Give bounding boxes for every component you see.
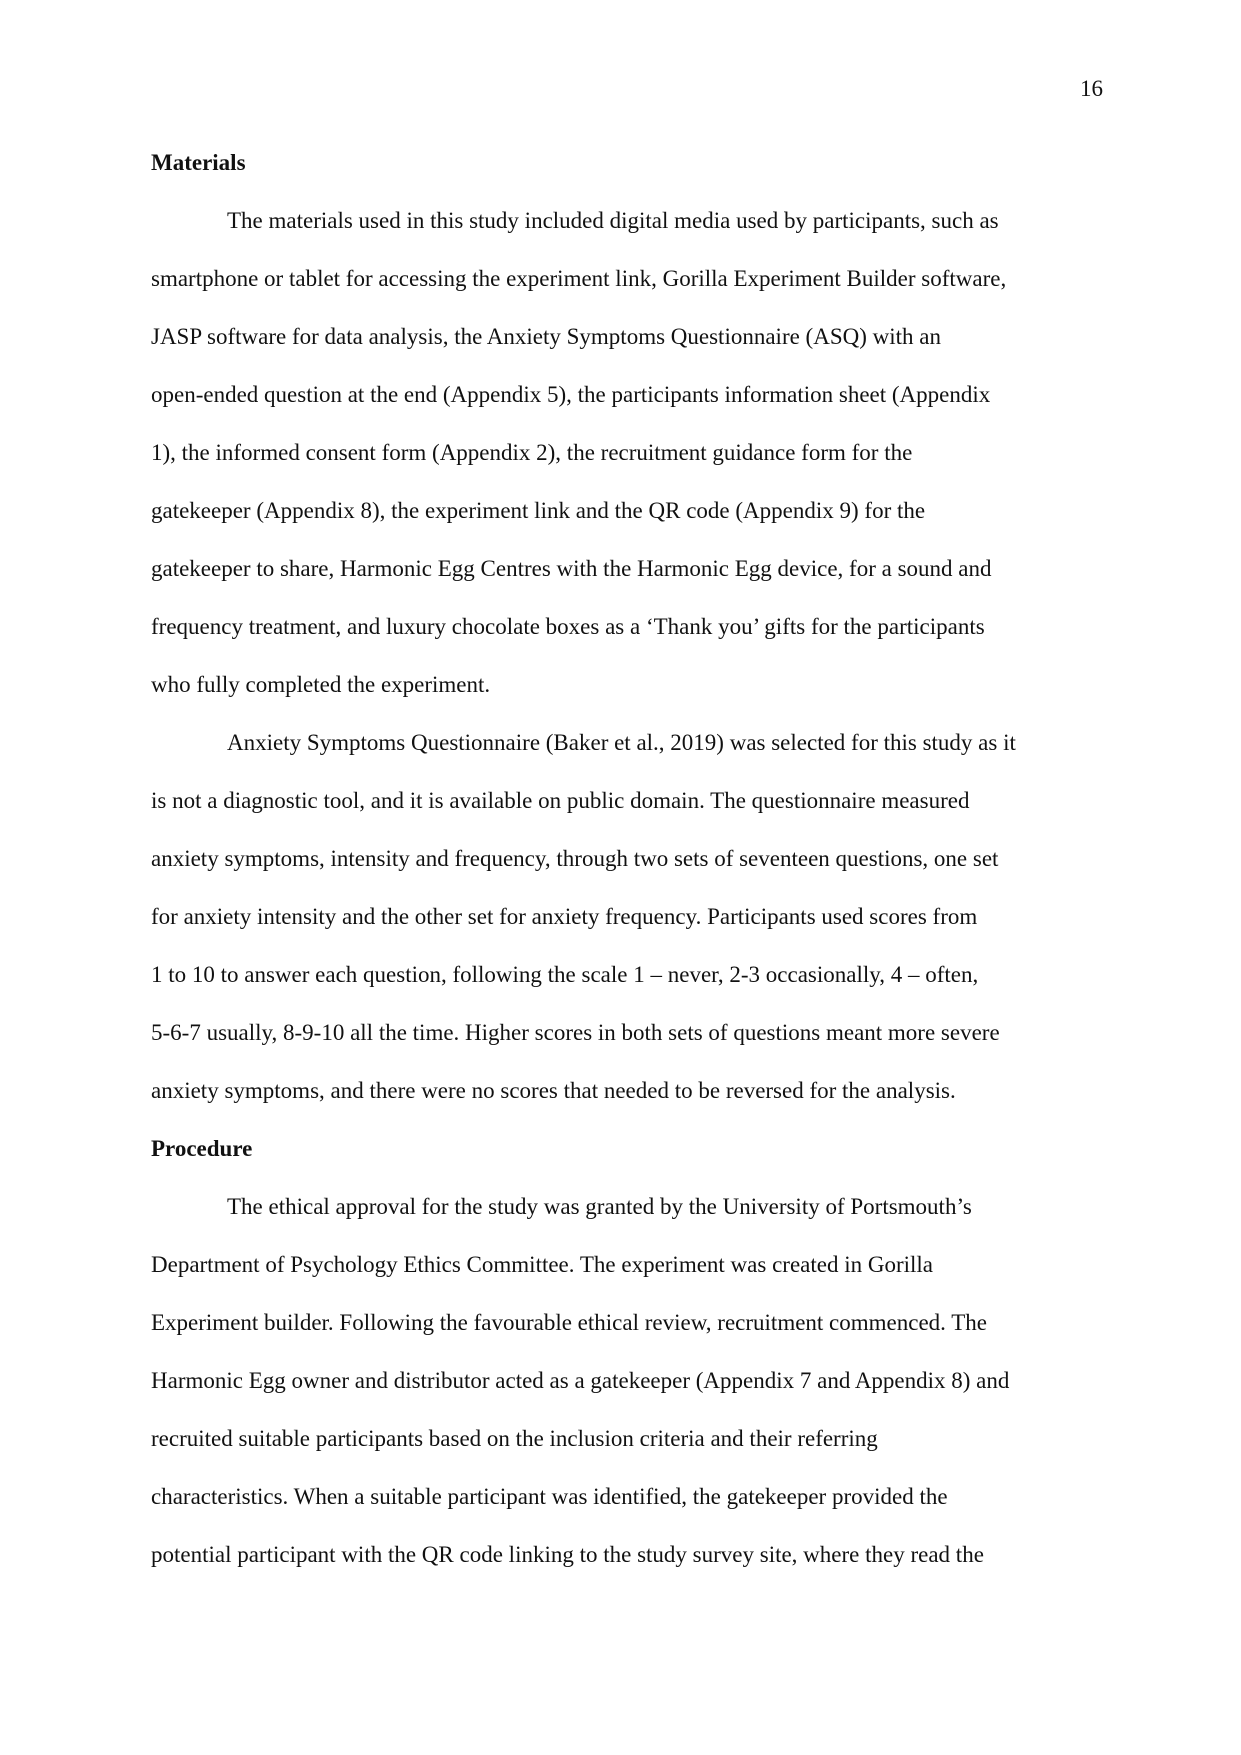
body-line: The ethical approval for the study was granted by the University of Portsmouth’s	[227, 1194, 972, 1219]
body-line: JASP software for data analysis, the Anxiety Symptoms Questionnaire (ASQ) with an	[151, 324, 941, 349]
section-heading-materials: Materials	[151, 150, 246, 175]
body-line: smartphone or tablet for accessing the experiment link, Gorilla Experiment Builder software,	[151, 266, 1007, 291]
body-line: for anxiety intensity and the other set for anxiety frequency. Participants used scores from	[151, 904, 978, 929]
body-line: The materials used in this study included digital media used by participants, such as	[227, 208, 999, 233]
body-line: recruited suitable participants based on the inclusion criteria and their referring	[151, 1426, 878, 1451]
body-line: who fully completed the experiment.	[151, 672, 491, 697]
body-line: Experiment builder. Following the favourable ethical review, recruitment commenced. The	[151, 1310, 988, 1335]
body-line: gatekeeper to share, Harmonic Egg Centres with the Harmonic Egg device, for a sound and	[151, 556, 992, 581]
body-line: anxiety symptoms, and there were no scores that needed to be reversed for the analysis.	[151, 1078, 956, 1103]
body-line: frequency treatment, and luxury chocolate boxes as a ‘Thank you’ gifts for the participants	[151, 614, 985, 639]
body-line: gatekeeper (Appendix 8), the experiment link and the QR code (Appendix 9) for the	[151, 498, 926, 523]
body-line: Harmonic Egg owner and distributor acted as a gatekeeper (Appendix 7 and Appendix 8) and	[151, 1368, 1010, 1393]
body-line: Anxiety Symptoms Questionnaire (Baker et al., 2019) was selected for this study as it	[227, 730, 1016, 755]
body-line: 5-6-7 usually, 8-9-10 all the time. Higher scores in both sets of questions meant more severe	[151, 1020, 1000, 1045]
body-line: open-ended question at the end (Appendix 5), the participants information sheet (Appendix	[151, 382, 991, 407]
body-line: potential participant with the QR code linking to the study survey site, where they read the	[151, 1542, 984, 1567]
section-heading-procedure: Procedure	[151, 1136, 253, 1161]
body-line: Department of Psychology Ethics Committee. The experiment was created in Gorilla	[151, 1252, 933, 1277]
body-line: 1 to 10 to answer each question, following the scale 1 – never, 2-3 occasionally, 4 – often,	[151, 962, 979, 987]
body-line: is not a diagnostic tool, and it is available on public domain. The questionnaire measured	[151, 788, 970, 813]
body-line: anxiety symptoms, intensity and frequency, through two sets of seventeen questions, one set	[151, 846, 999, 871]
body-line: characteristics. When a suitable participant was identified, the gatekeeper provided the	[151, 1484, 948, 1509]
body-line: 1), the informed consent form (Appendix 2), the recruitment guidance form for the	[151, 440, 913, 465]
page-number: 16	[1080, 76, 1103, 101]
